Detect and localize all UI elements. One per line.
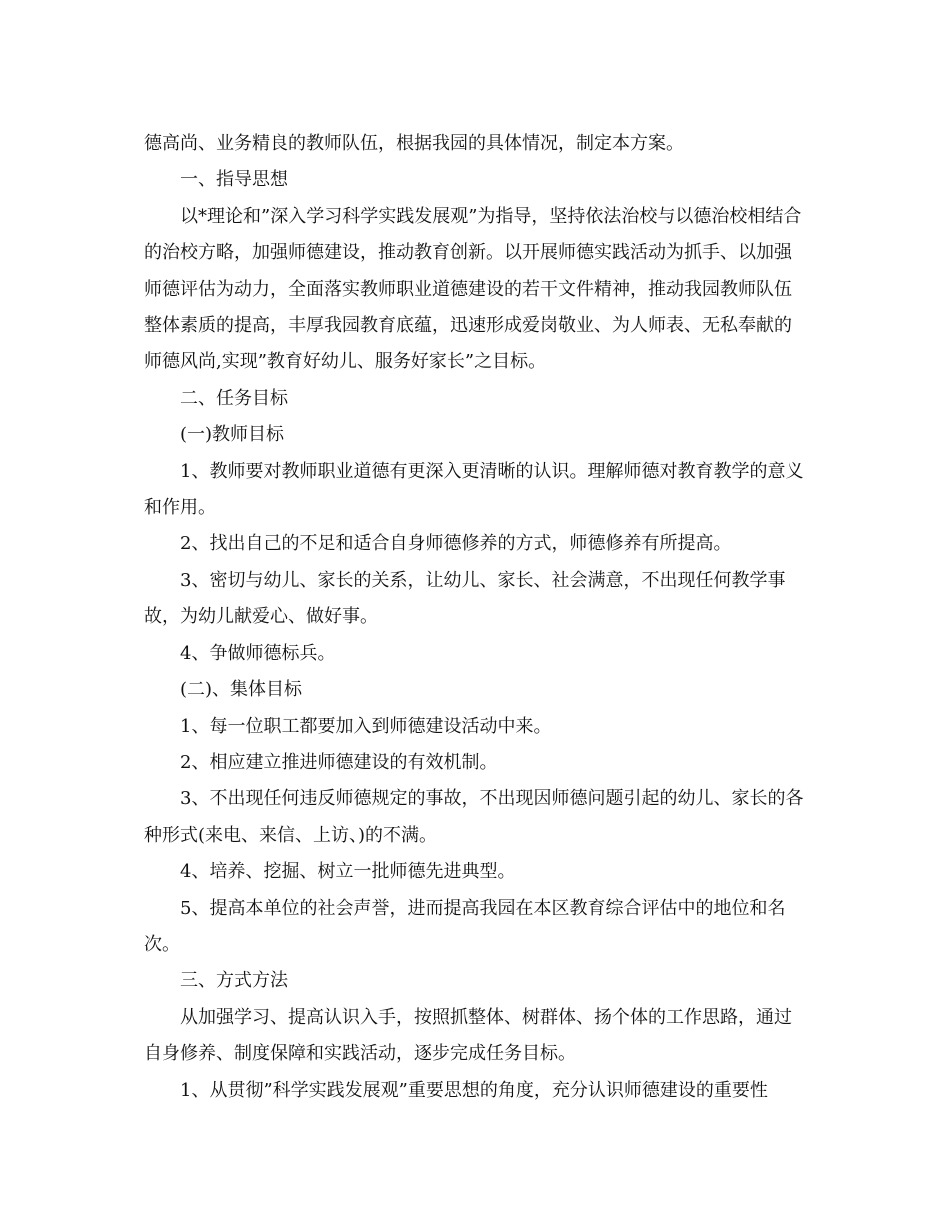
document-body xyxy=(144,126,808,1109)
subsection-heading-collective-goals: (二)、集体目标 xyxy=(180,679,303,701)
paragraph-guiding-ideology: 以*理论和”深入学习科学实践发展观”为指导，坚持依法治校与以德治校相结合的治校方略，加强师德建设，推动教育创新。以开展师德实践活动为抓手、以加强师德评估为动力，全面落实教师职业道德建设的若干文件精神，推动我园教师队伍整体素质的提高，丰厚我园教育底蕴，迅速形成爱岗敬业、为人师表、无私奉献的师德风尚,实现”教育好幼儿、服务好家长”之目标。 xyxy=(144,205,802,373)
list-item-teacher-goal-2: 2、找出自己的不足和适合自身师德修养的方式，师德修养有所提高。 xyxy=(180,533,732,555)
list-item-collective-goal-1: 1、每一位职工都要加入到师德建设活动中来。 xyxy=(180,715,552,737)
list-item-teacher-goal-3: 3、密切与幼儿、家长的关系，让幼儿、家长、社会满意，不出现任何教学事故，为幼儿献爱心、做好事。 xyxy=(144,569,786,628)
list-item-collective-goal-3: 3、不出现任何违反师德规定的事故，不出现因师德问题引起的幼儿、家长的各种形式(来电、来信、上访、)的不满。 xyxy=(144,788,804,846)
paragraph-methods: 从加强学习、提高认识入手，按照抓整体、树群体、扬个体的工作思路，通过自身修养、制度保障和实践活动，逐步完成任务目标。 xyxy=(144,1006,792,1065)
list-item-method-1: 1、从贯彻”科学实践发展观”重要思想的角度，充分认识师德建设的重要性 xyxy=(180,1079,768,1101)
section-heading-guiding-ideology: 一、指导思想 xyxy=(180,169,288,191)
paragraph-intro-continuation: 德高尚、业务精良的教师队伍，根据我园的具体情况，制定本方案。 xyxy=(144,133,684,154)
list-item-teacher-goal-1: 1、教师要对教师职业道德有更深入更清晰的认识。理解师德对教育教学的意义和作用。 xyxy=(144,460,804,519)
section-heading-task-goals: 二、任务目标 xyxy=(180,387,288,409)
subsection-heading-teacher-goals: (一)教师目标 xyxy=(180,424,285,446)
list-item-teacher-goal-4: 4、争做师德标兵。 xyxy=(180,642,336,664)
list-item-collective-goal-2: 2、相应建立推进师德建设的有效机制。 xyxy=(180,751,498,773)
section-heading-methods: 三、方式方法 xyxy=(180,970,288,992)
list-item-collective-goal-4: 4、培养、挖掘、树立一批师德先进典型。 xyxy=(180,861,516,883)
list-item-collective-goal-5: 5、提高本单位的社会声誉，进而提高我园在本区教育综合评估中的地位和名次。 xyxy=(144,897,786,955)
